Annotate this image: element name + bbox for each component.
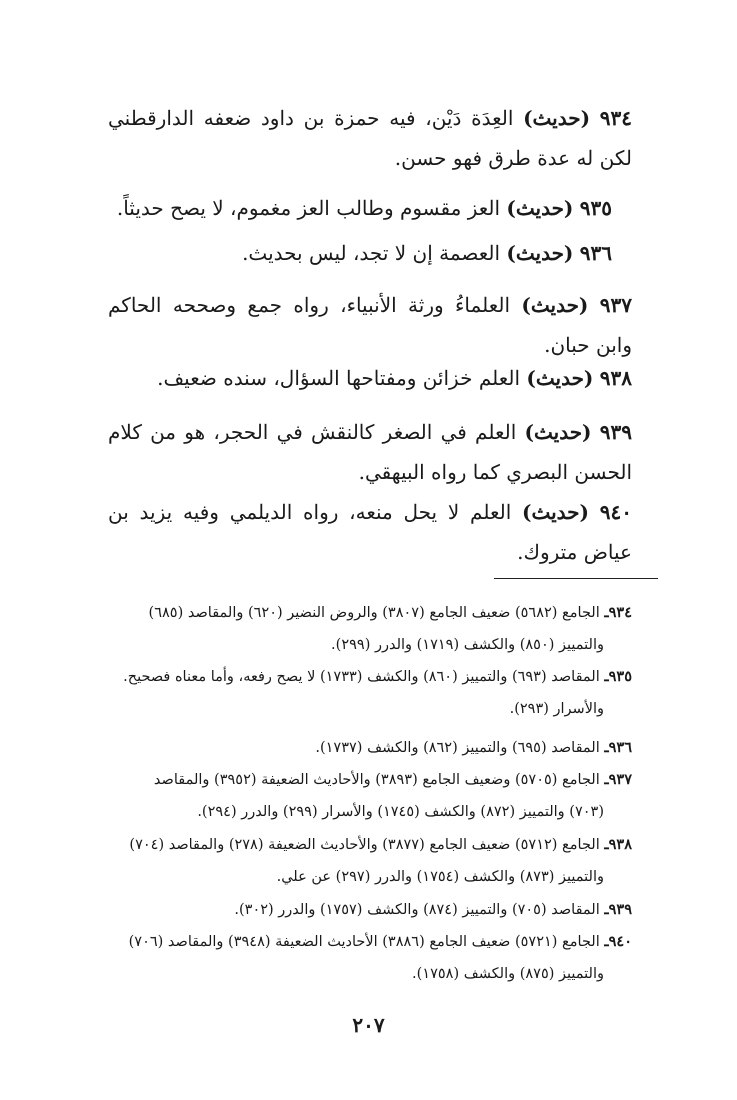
footnote (108, 764, 632, 828)
entry-tag: (حديث) (522, 500, 590, 524)
footnote-label: ٩٣٥ـ (604, 668, 632, 685)
entry-number: ٩٤٠ (599, 500, 633, 524)
hadith-entry (108, 285, 632, 365)
page-number: ٢٠٧ (352, 1013, 385, 1037)
footnote-line: الجامع (٥٧١٢) ضعيف الجامع (٣٨٧٧) والأحاديث الضعيفة (٢٧٨) والمقاصد (٧٠٤) (129, 837, 600, 853)
entry-text: العز مقسوم وطالب العز مغموم، لا يصح حديثاً. (116, 196, 501, 220)
entry-number: ٩٣٩ (599, 420, 633, 444)
footnote-label: ٩٣٤ـ (604, 604, 632, 621)
footnote-line: المقاصد (٧٠٥) والتمييز (٨٧٤) والكشف (١٧٥٧) والدرر (٣٠٢). (234, 902, 600, 918)
entry-tag: (حديث) (523, 106, 591, 130)
footnote-label: ٩٣٦ـ (604, 739, 632, 756)
entry-number: ٩٣٨ (599, 366, 632, 390)
hadith-entry (108, 492, 632, 572)
footnote-line: الجامع (٥٦٨٢) ضعيف الجامع (٣٨٠٧) والروض النضير (٦٢٠) والمقاصد (٦٨٥) (148, 605, 600, 621)
footnote-line: المقاصد (٦٩٥) والتمييز (٨٦٢) والكشف (١٧٣٧). (315, 740, 600, 756)
footnote (108, 829, 632, 893)
entry-text: العلماءُ ورثة الأنبياء، رواه جمع وصححه الحاكم وابن حبان. (108, 293, 632, 357)
footnote-label: ٩٣٩ـ (604, 901, 632, 918)
footnote-line: (٧٠٣) والتمييز (٨٧٢) والكشف (١٧٤٥) والأسرار (٢٩٩) والدرر (٢٩٤). (197, 804, 604, 820)
footnote (108, 597, 632, 661)
footnote-separator (494, 578, 658, 579)
hadith-entry (108, 98, 632, 178)
entry-text: العِدَة دَيْن، فيه حمزة بن داود ضعفه الدارقطني لكن له عدة طرق فهو حسن. (108, 106, 632, 170)
entry-text: العصمة إن لا تجد، ليس بحديث. (242, 241, 501, 265)
entry-number: ٩٣٤ (599, 106, 633, 130)
entry-tag: (حديث) (526, 366, 594, 390)
footnote-line: والأسرار (٢٩٣). (509, 701, 604, 717)
footnote-line: المقاصد (٦٩٣) والتمييز (٨٦٠) والكشف (١٧٣٣) لا يصح رفعه، وأما معناه فصحيح. (123, 669, 600, 685)
footnote (108, 661, 632, 725)
hadith-entry (108, 188, 632, 228)
entry-tag: (حديث) (524, 420, 592, 444)
footnote (108, 926, 632, 990)
hadith-entry (108, 358, 632, 398)
footnote-line: والتمييز (٨٥٠) والكشف (١٧١٩) والدرر (٢٩٩). (331, 637, 604, 653)
entry-text: العلم لا يحل منعه، رواه الديلمي وفيه يزيد بن عياض متروك. (108, 500, 632, 564)
entry-tag: (حديث) (506, 196, 574, 220)
footnote (108, 732, 632, 764)
entry-text: العلم في الصغر كالنقش في الحجر، هو من كلام الحسن البصري كما رواه البيهقي. (108, 420, 632, 484)
entry-number: ٩٣٧ (599, 293, 633, 317)
entry-text: العلم خزائن ومفتاحها السؤال، سنده ضعيف. (157, 366, 521, 390)
footnote-line: والتمييز (٨٧٣) والكشف (١٧٥٤) والدرر (٢٩٧) عن علي. (276, 869, 604, 885)
entry-tag: (حديث) (521, 293, 589, 317)
footnote-label: ٩٣٨ـ (604, 836, 632, 853)
hadith-entry (108, 233, 632, 273)
footnote-line: الجامع (٥٧٠٥) وضعيف الجامع (٣٨٩٣) والأحاديث الضعيفة (٣٩٥٢) والمقاصد (153, 772, 600, 788)
entry-number: ٩٣٥ (579, 196, 612, 220)
footnote (108, 894, 632, 926)
footnote-line: الجامع (٥٧٢١) ضعيف الجامع (٣٨٨٦) الأحاديث الضعيفة (٣٩٤٨) والمقاصد (٧٠٦) (128, 934, 600, 950)
footnote-line: والتمييز (٨٧٥) والكشف (١٧٥٨). (412, 966, 604, 982)
footnote-label: ٩٤٠ـ (604, 933, 632, 950)
entry-number: ٩٣٦ (579, 241, 612, 265)
hadith-entry (108, 412, 632, 492)
footnote-label: ٩٣٧ـ (604, 771, 632, 788)
entry-tag: (حديث) (506, 241, 574, 265)
